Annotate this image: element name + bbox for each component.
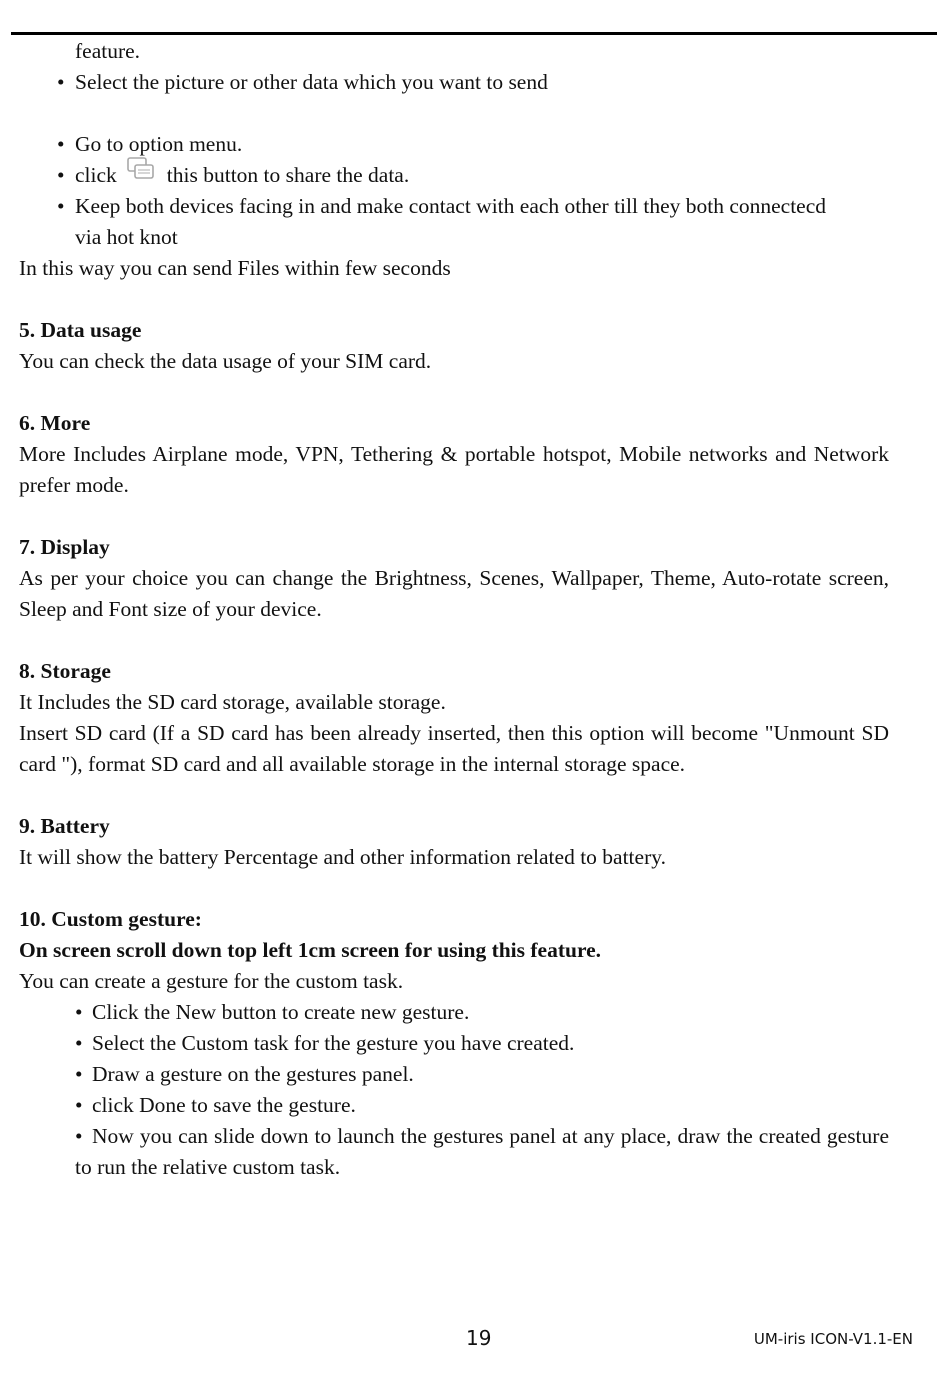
list-item [19,160,889,191]
section-heading-custom-gesture: 10. Custom gesture: [19,907,202,931]
section-heading-data-usage: 5. Data usage [19,318,142,342]
share-steps-list [19,67,889,98]
section-body-storage-1: It Includes the SD card storage, available storage. [19,690,446,714]
list-item: • Click the New button to create new gesture. [75,1000,470,1024]
header-rule [11,32,937,35]
section-intro-custom-gesture: You can create a gesture for the custom task. [19,969,404,993]
list-item: • Select the Custom task for the gesture you have created. [75,1031,575,1055]
list-item: • Select the picture or other data which you want to send [19,67,889,98]
section-body-more: More Includes Airplane mode, VPN, Tethering & portable hotspot, Mobile networks and Network prefer mode. [19,442,889,497]
list-continuation: feature. [75,39,141,63]
share-steps-list-2 [19,129,889,222]
document-id: UM-iris ICON-V1.1-EN [753,1330,913,1348]
list-item: • Draw a gesture on the gestures panel. [75,1062,414,1086]
page-content [19,36,889,1183]
section-body-data-usage: You can check the data usage of your SIM card. [19,349,432,373]
section-subheading-custom-gesture: On screen scroll down top left 1cm screen for using this feature. [19,938,602,962]
list-item: • click Done to save the gesture. [75,1093,356,1117]
section-body-display: As per your choice you can change the Brightness, Scenes, Wallpaper, Theme, Auto-rotate screen, Sleep and Font size of your device. [19,566,889,621]
gesture-steps-list [19,997,889,1183]
section-heading-storage: 8. Storage [19,659,111,683]
page-footer [0,1326,950,1356]
section-heading-more: 6. More [19,411,91,435]
list-item-continuation: via hot knot [75,225,178,249]
section-body-battery: It will show the battery Percentage and other information related to battery. [19,845,666,869]
section-body-storage-2: Insert SD card (If a SD card has been already inserted, then this option will become "Unmount SD card "), format SD card and all available storage in the internal storage space. [19,721,889,776]
click-label: click [75,163,117,187]
page-number: 19 [466,1326,492,1350]
click-suffix: this button to share the data. [166,163,410,187]
list-item: • Go to option menu. [19,129,889,160]
share-icon [125,161,157,185]
list-item: • Now you can slide down to launch the gestures panel at any place, draw the created gesture to run the relative custom task. [75,1124,889,1179]
share-summary: In this way you can send Files within few seconds [19,256,451,280]
list-item: • Keep both devices facing in and make contact with each other till they both connectecd [19,191,889,222]
section-heading-battery: 9. Battery [19,814,110,838]
section-heading-display: 7. Display [19,535,110,559]
